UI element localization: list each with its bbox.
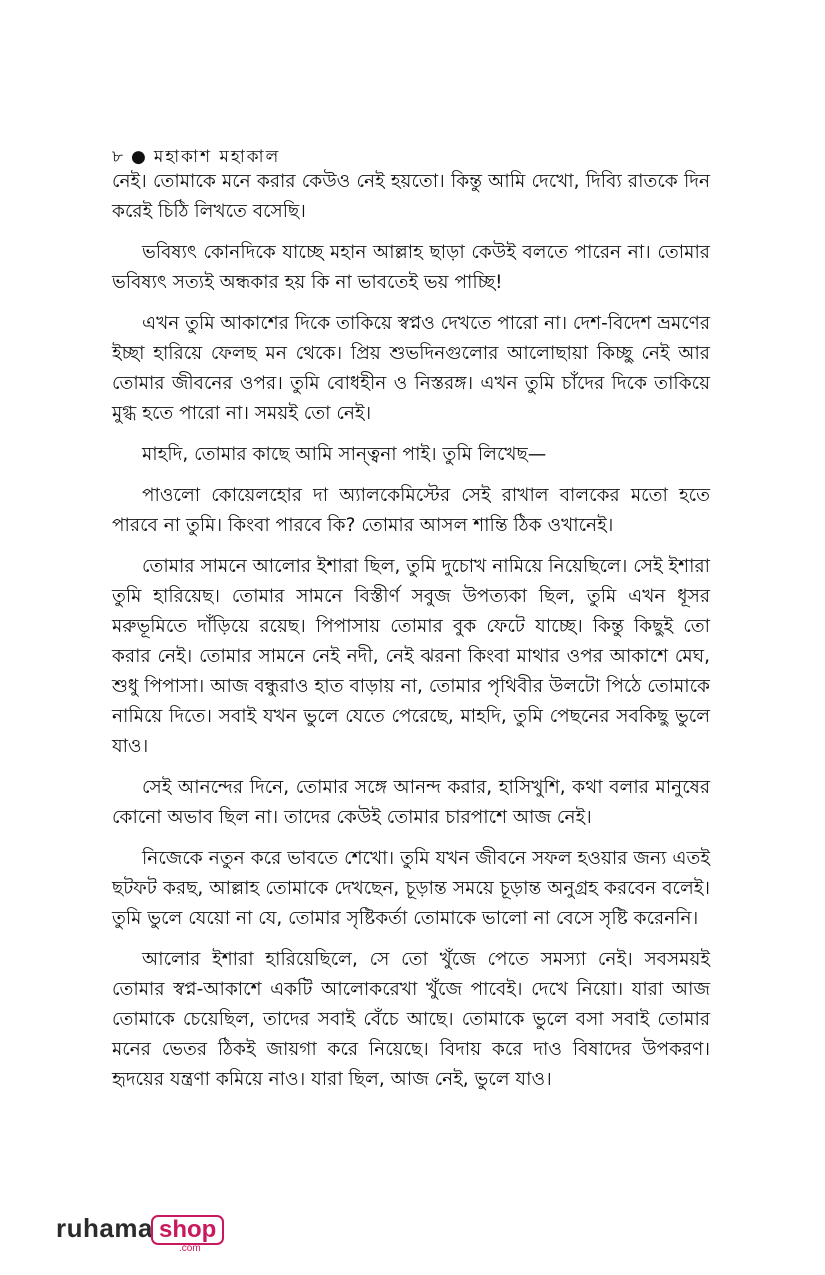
book-title: মহাকাশ মহাকাল — [153, 147, 281, 167]
paragraph-2: ভবিষ্যৎ কোনদিকে যাচ্ছে মহান আল্লাহ ছাড়া কেউই বলতে পারেন না। তোমার ভবিষ্যৎ সত্যই অন্ধকার হয় কি না ভাবতেই ভয় পাচ্ছি! — [112, 242, 710, 293]
paragraph-3: এখন তুমি আকাশের দিকে তাকিয়ে স্বপ্নও দেখতে পারো না। দেশ-বিদেশ ভ্রমণের ইচ্ছা হারিয়ে ফেলছ মন থেকে। প্রিয় শুভদিনগুলোর আলোছায়া কিচ্ছু নেই আর তোমার জীবনের ওপর। তুমি বোধহীন ও নিস্তরঙ্গ। এখন তুমি চাঁদের দিকে তাকিয়ে মুগ্ধ হতে পারো না। সময়ই তো নেই। — [112, 313, 711, 424]
logo-brand-text: ruhama — [56, 1213, 153, 1243]
body-text — [112, 167, 710, 1106]
logo-domain: .com — [179, 1243, 201, 1254]
logo-shop-badge: shop — [151, 1215, 224, 1245]
page-number: ৮ — [112, 147, 126, 167]
bullet-icon: ● — [131, 147, 148, 167]
paragraph-1: নেই। তোমাকে মনে করার কেউও নেই হয়তো। কিন্তু আমি দেখো, দিব্যি রাতকে দিন করেই চিঠি লিখতে বসেছি। — [112, 171, 710, 222]
paragraph-7: সেই আনন্দের দিনে, তোমার সঙ্গে আনন্দ করার, হাসিখুশি, কথা বলার মানুষের কোনো অভাব ছিল না। তাদের কেউই তোমার চারপাশে আজ নেই। — [112, 777, 710, 828]
paragraph-4: মাহদি, তোমার কাছে আমি সান্ত্বনা পাই। তুমি লিখেছ— — [142, 444, 547, 465]
paragraph-6: তোমার সামনে আলোর ইশারা ছিল, তুমি দুচোখ নামিয়ে নিয়েছিলে। সেই ইশারা তুমি হারিয়েছ। তোমার সামনে বিস্তীর্ণ সবুজ উপত্যকা ছিল, তুমি এখন ধূসর মরুভূমিতে দাঁড়িয়ে রয়েছ। পিপাসায় তোমার বুক ফেটে যাচ্ছে। কিন্তু কিছুই তো করার নেই। তোমার সামনে নেই নদী, নেই ঝরনা কিংবা মাথার ওপর আকাশে মেঘ, শুধু পিপাসা। আজ বন্ধুরাও হাত বাড়ায় না, তোমার পৃথিবীর উলটো পিঠে তোমাকে নামিয়ে দিতে। সবাই যখন ভুলে যেতে পেরেছে, মাহদি, তুমি পেছনের সবকিছু ভুলে যাও। — [112, 556, 710, 757]
paragraph-9: আলোর ইশারা হারিয়েছিলে, সে তো খুঁজে পেতে সমস্যা নেই। সবসময়ই তোমার স্বপ্ন-আকাশে একটি আলোকরেখা খুঁজে পাবেই। দেখে নিয়ো। যারা আজ তোমাকে চেয়েছিল, তাদের সবাই বেঁচে আছে। তোমাকে ভুলে বসা সবাই তোমার মনের ভেতর ঠিকই জায়গা করে নিয়েছে। বিদায় করে দাও বিষাদের উপকরণ। হৃদয়ের যন্ত্রণা কমিয়ে নাও। যারা ছিল, আজ নেই, ভুলে যাও। — [112, 949, 710, 1090]
paragraph-5: পাওলো কোয়েলহোর দা অ্যালকেমিস্টের সেই রাখাল বালকের মতো হতে পারবে না তুমি। কিংবা পারবে কি? তোমার আসল শান্তি ঠিক ওখানেই। — [112, 485, 710, 536]
paragraph-8: নিজেকে নতুন করে ভাবতে শেখো। তুমি যখন জীবনে সফল হওয়ার জন্য এতই ছটফট করছ, আল্লাহ তোমাকে দেখছেন, চূড়ান্ত সময়ে চূড়ান্ত অনুগ্রহ করবেন বলেই। তুমি ভুলে যেয়ো না যে, তোমার সৃষ্টিকর্তা তোমাকে ভালো না বেসে সৃষ্টি করেননি। — [112, 848, 710, 929]
